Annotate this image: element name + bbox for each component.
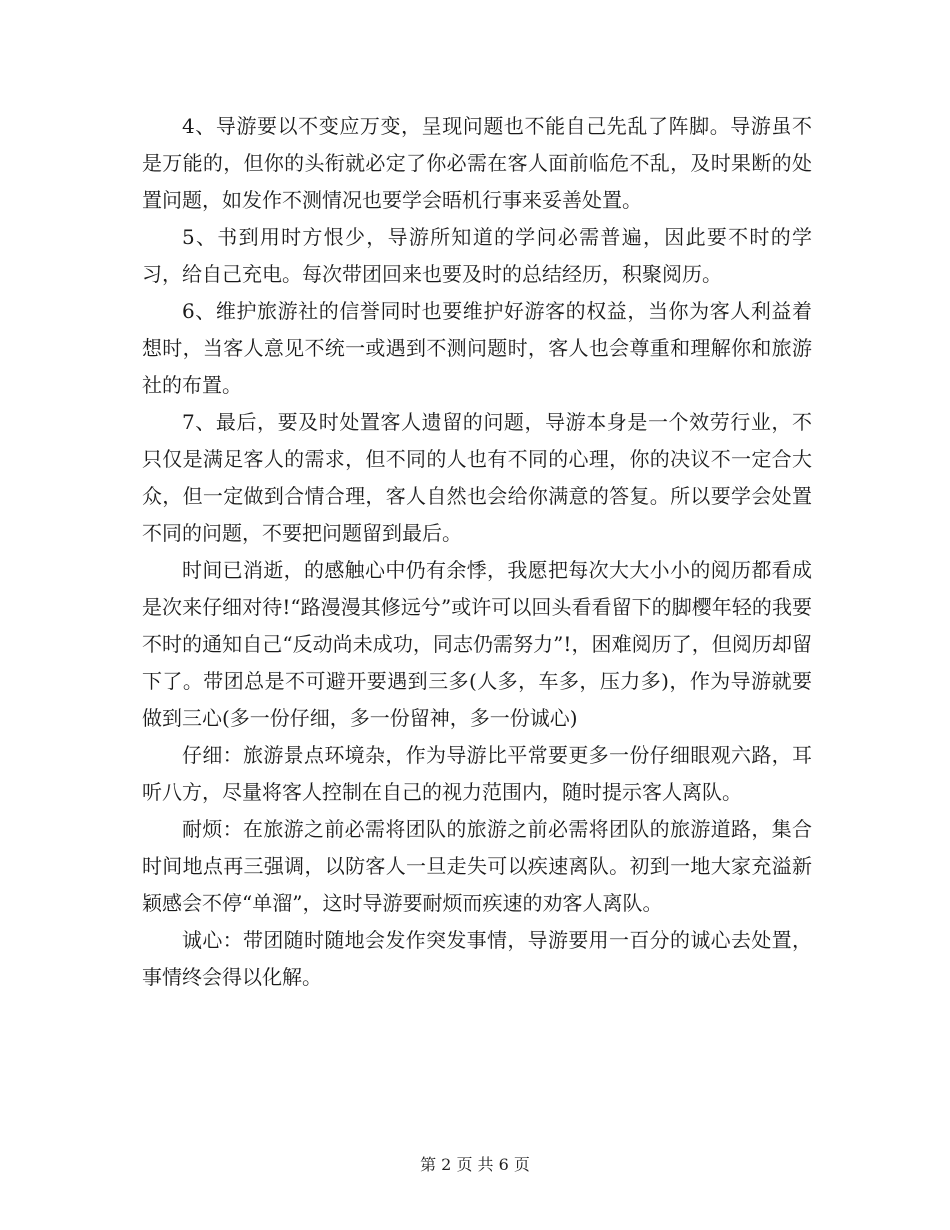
document-body [142, 108, 812, 996]
paragraph-reflection: 时间已消逝，的感触心中仍有余悸，我愿把每次大大小小的阅历都看成是次来仔细对待!“路漫漫其修远兮”或许可以回头看看留下的脚樱年轻的我要不时的通知自己“反动尚未成功，同志仍需努力”!，困难阅历了，但阅历却留下了。带团总是不可避开要遇到三多(人多，车多，压力多)，作为导游就要做到三心(多一份仔细，多一份留神，多一份诚心) [142, 558, 812, 730]
page-number-footer: 第 2 页 共 6 页 [420, 1155, 530, 1174]
paragraph-carefulness: 仔细：旅游景点环境杂，作为导游比平常要更多一份仔细眼观六路，耳听八方，尽量将客人控制在自己的视力范围内，随时提示客人离队。 [142, 743, 812, 804]
paragraph-item-5: 5、书到用时方恨少，导游所知道的学问必需普遍，因此要不时的学习，给自己充电。每次带团回来也要及时的总结经历，积聚阅历。 [142, 225, 812, 286]
paragraph-item-7: 7、最后，要及时处置客人遗留的问题，导游本身是一个效劳行业，不只仅是满足客人的需求，但不同的人也有不同的心理，你的决议不一定合大众，但一定做到合情合理，客人自然也会给你满意的答复。所以要学会处置不同的问题，不要把问题留到最后。 [142, 410, 812, 545]
paragraph-patience: 耐烦：在旅游之前必需将团队的旅游之前必需将团队的旅游道路，集合时间地点再三强调，以防客人一旦走失可以疾速离队。初到一地大家充溢新颖感会不停“单溜”，这时导游要耐烦而疾速的劝客人离队。 [142, 817, 812, 915]
paragraph-item-4: 4、导游要以不变应万变，呈现问题也不能自己先乱了阵脚。导游虽不是万能的，但你的头衔就必定了你必需在客人面前临危不乱，及时果断的处置问题，如发作不测情况也要学会晤机行事来妥善处置。 [142, 114, 812, 212]
paragraph-item-6: 6、维护旅游社的信誉同时也要维护好游客的权益，当你为客人利益着想时，当客人意见不统一或遇到不测问题时，客人也会尊重和理解你和旅游社的布置。 [142, 299, 812, 397]
paragraph-sincerity: 诚心：带团随时随地会发作突发事情，导游要用一百分的诚心去处置，事情终会得以化解。 [142, 928, 812, 989]
